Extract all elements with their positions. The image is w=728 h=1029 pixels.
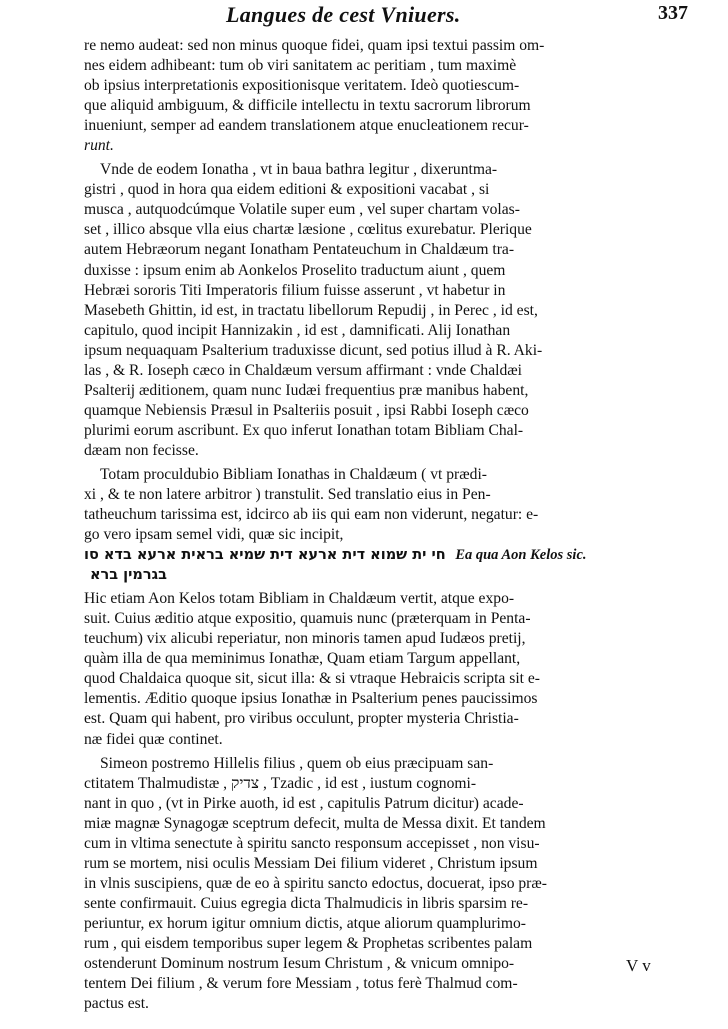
text-line: suit. Cuius æditio atque expositio, quamuis nunc (præterquam in Penta-: [84, 610, 531, 628]
text-line: rum se mortem, nisi oculis Messiam Dei filium videret , Christum ipsum: [84, 854, 538, 872]
text-line: in vlnis suscipiens, quæ de eo à spiritu sancto edoctus, docuerat, ipso præ-: [84, 874, 547, 892]
text-line: Simeon postremo Hillelis filius , quem ob eius præcipuam san-: [100, 754, 494, 772]
hebrew-gloss: Ea qua Aon Kelos sic.: [455, 547, 587, 564]
text-line: miæ magnæ Synagogæ sceptrum defecit, multa de Messa dixit. Et tandem: [84, 814, 546, 832]
text-line: las , & R. Ioseph cæco in Chaldæum versum affirmant : vnde Chaldæi: [84, 361, 523, 379]
text-line: pactus est.: [84, 995, 149, 1013]
text-line: est. Quam qui habent, pro viribus occulunt, propter mysteria Christia-: [84, 710, 519, 728]
text-line: xi , & te non latere arbitror ) transtulit. Sed translatio eius in Pen-: [84, 486, 491, 504]
text-line: quamque Nebiensis Præsul in Psalteriis posuit , ipsi Rabbi Ioseph cæco: [84, 401, 529, 419]
text-line: Masebeth Ghittin, id est, in tractatu libellorum Repudij , in Perec , id est,: [84, 301, 538, 319]
text-line: næ fidei quæ continet.: [84, 730, 223, 748]
catchword-signature: V v: [626, 956, 651, 975]
text-line: Hebræi sororis Titi Imperatoris filium fuisse asserunt , vt habetur in: [84, 281, 506, 299]
text-line: nes eidem adhibeant: tum ob viri sanitatem ac peritiam , tum maximè: [84, 57, 517, 75]
text-line: quàm illa de qua meminimus Ionathæ, Quam etiam Targum appellant,: [84, 650, 521, 668]
text-line: teuchum) vix alicubi reperiatur, non minoris tamen apud Iudæos pretij,: [84, 630, 526, 648]
text-line: ipsum nequaquam Psalterium traduxisse dicunt, sed potius illud à R. Aki-: [84, 341, 543, 359]
text-line: ctitatem Thalmudistæ , צדיק , Tzadic , id est , iustum cognomi-: [84, 774, 477, 792]
hebrew-text: חי ית שמוא דית ארעא דית שמיא בראית ארעא בדא סו: [84, 547, 446, 564]
text-line: tentem Dei filium , & verum fore Messiam , totus ferè Thalmud com-: [84, 975, 518, 993]
text-line: plurimi eorum ascribunt. Ex quo inferut Ionathan totam Bibliam Chal-: [84, 421, 524, 439]
text-line: autem Hebræorum negant Ionatham Pentateuchum in Chaldæum tra-: [84, 241, 515, 259]
text-line: inueniunt, semper ad eandem translationem atque enucleationem recur-: [84, 117, 529, 135]
text-line: Hic etiam Aon Kelos totam Bibliam in Chaldæum vertit, atque expo-: [84, 590, 515, 608]
text-line: Totam proculdubio Bibliam Ionathas in Chaldæum ( vt prædi-: [100, 465, 487, 483]
text-line: runt.: [84, 137, 114, 155]
text-line: lementis. Æditio quoque ipsius Ionathæ in Psalterium penes paucissimos: [84, 690, 538, 708]
text-line: gistri , quod in hora qua eidem editioni & expositioni vacabat , si: [84, 181, 490, 199]
text-line: go vero ipsam semel vidi, quæ sic incipit,: [84, 526, 344, 544]
text-line: re nemo audeat: sed non minus quoque fidei, quam ipsi textui passim om-: [84, 37, 545, 54]
text-line: rum , qui eisdem temporibus super legem & Prophetas scribentes palam: [84, 934, 533, 952]
hebrew-text: בגרמין ברא: [90, 567, 167, 584]
text-line: ostenderunt Dominum nostrum Iesum Christum , & vnicum omnipo-: [84, 955, 515, 973]
text-line: cum in vltima senectute à spiritu sancto responsum accepisset , non visu-: [84, 834, 540, 852]
text-line: set , illico absque vlla eius chartæ læsione , cœlitus exurebatur. Plerique: [84, 221, 532, 239]
text-line: sente confirmauit. Cuius egregia dicta Thalmudicis in libris sparsim re-: [84, 894, 529, 912]
text-line: que aliquid ambiguum, & difficile intellectu in textu sacrorum librorum: [84, 97, 531, 115]
text-line: dæam non fecisse.: [84, 441, 199, 459]
text-line: musca , autquodcúmque Volatile super eum , vel super chartam volas-: [84, 201, 520, 219]
text-line: Vnde de eodem Ionatha , vt in baua bathra legitur , dixeruntma-: [100, 161, 498, 179]
page-number: 337: [658, 2, 688, 24]
text-line: capitulo, quod incipit Hannizakin , id est , damnificati. Alij Ionathan: [84, 321, 511, 339]
hebrew-quotation-continued: [84, 565, 684, 585]
text-line: nant in quo , (vt in Pirke auoth, id est , capitulis Patrum dicitur) acade-: [84, 794, 524, 812]
hebrew-quotation: [84, 545, 684, 565]
running-head: Langues de cest Vniuers.: [226, 2, 461, 27]
text-line: quod Chaldaica quoque sit, sicut illa: & si vtraque Hebraicis scripta sit e-: [84, 670, 541, 688]
text-line: ob ipsius interpretationis expositionisque veritatem. Ideò quotiescum-: [84, 77, 520, 95]
text-line: Psalterij æditionem, quam nunc Iudæi frequentius præ manibus habent,: [84, 381, 529, 399]
text-line: duxisse : ipsum enim ab Aonkelos Proselito traductum aiunt , quem: [84, 261, 506, 279]
text-line: tatheuchum tarissima est, idcirco ab iis qui eam non viderunt, negatur: e-: [84, 506, 539, 524]
body-text: [84, 36, 684, 1014]
text-line: periuntur, ex horum igitur omnium dictis, atque aliorum quamplurimo-: [84, 914, 526, 932]
